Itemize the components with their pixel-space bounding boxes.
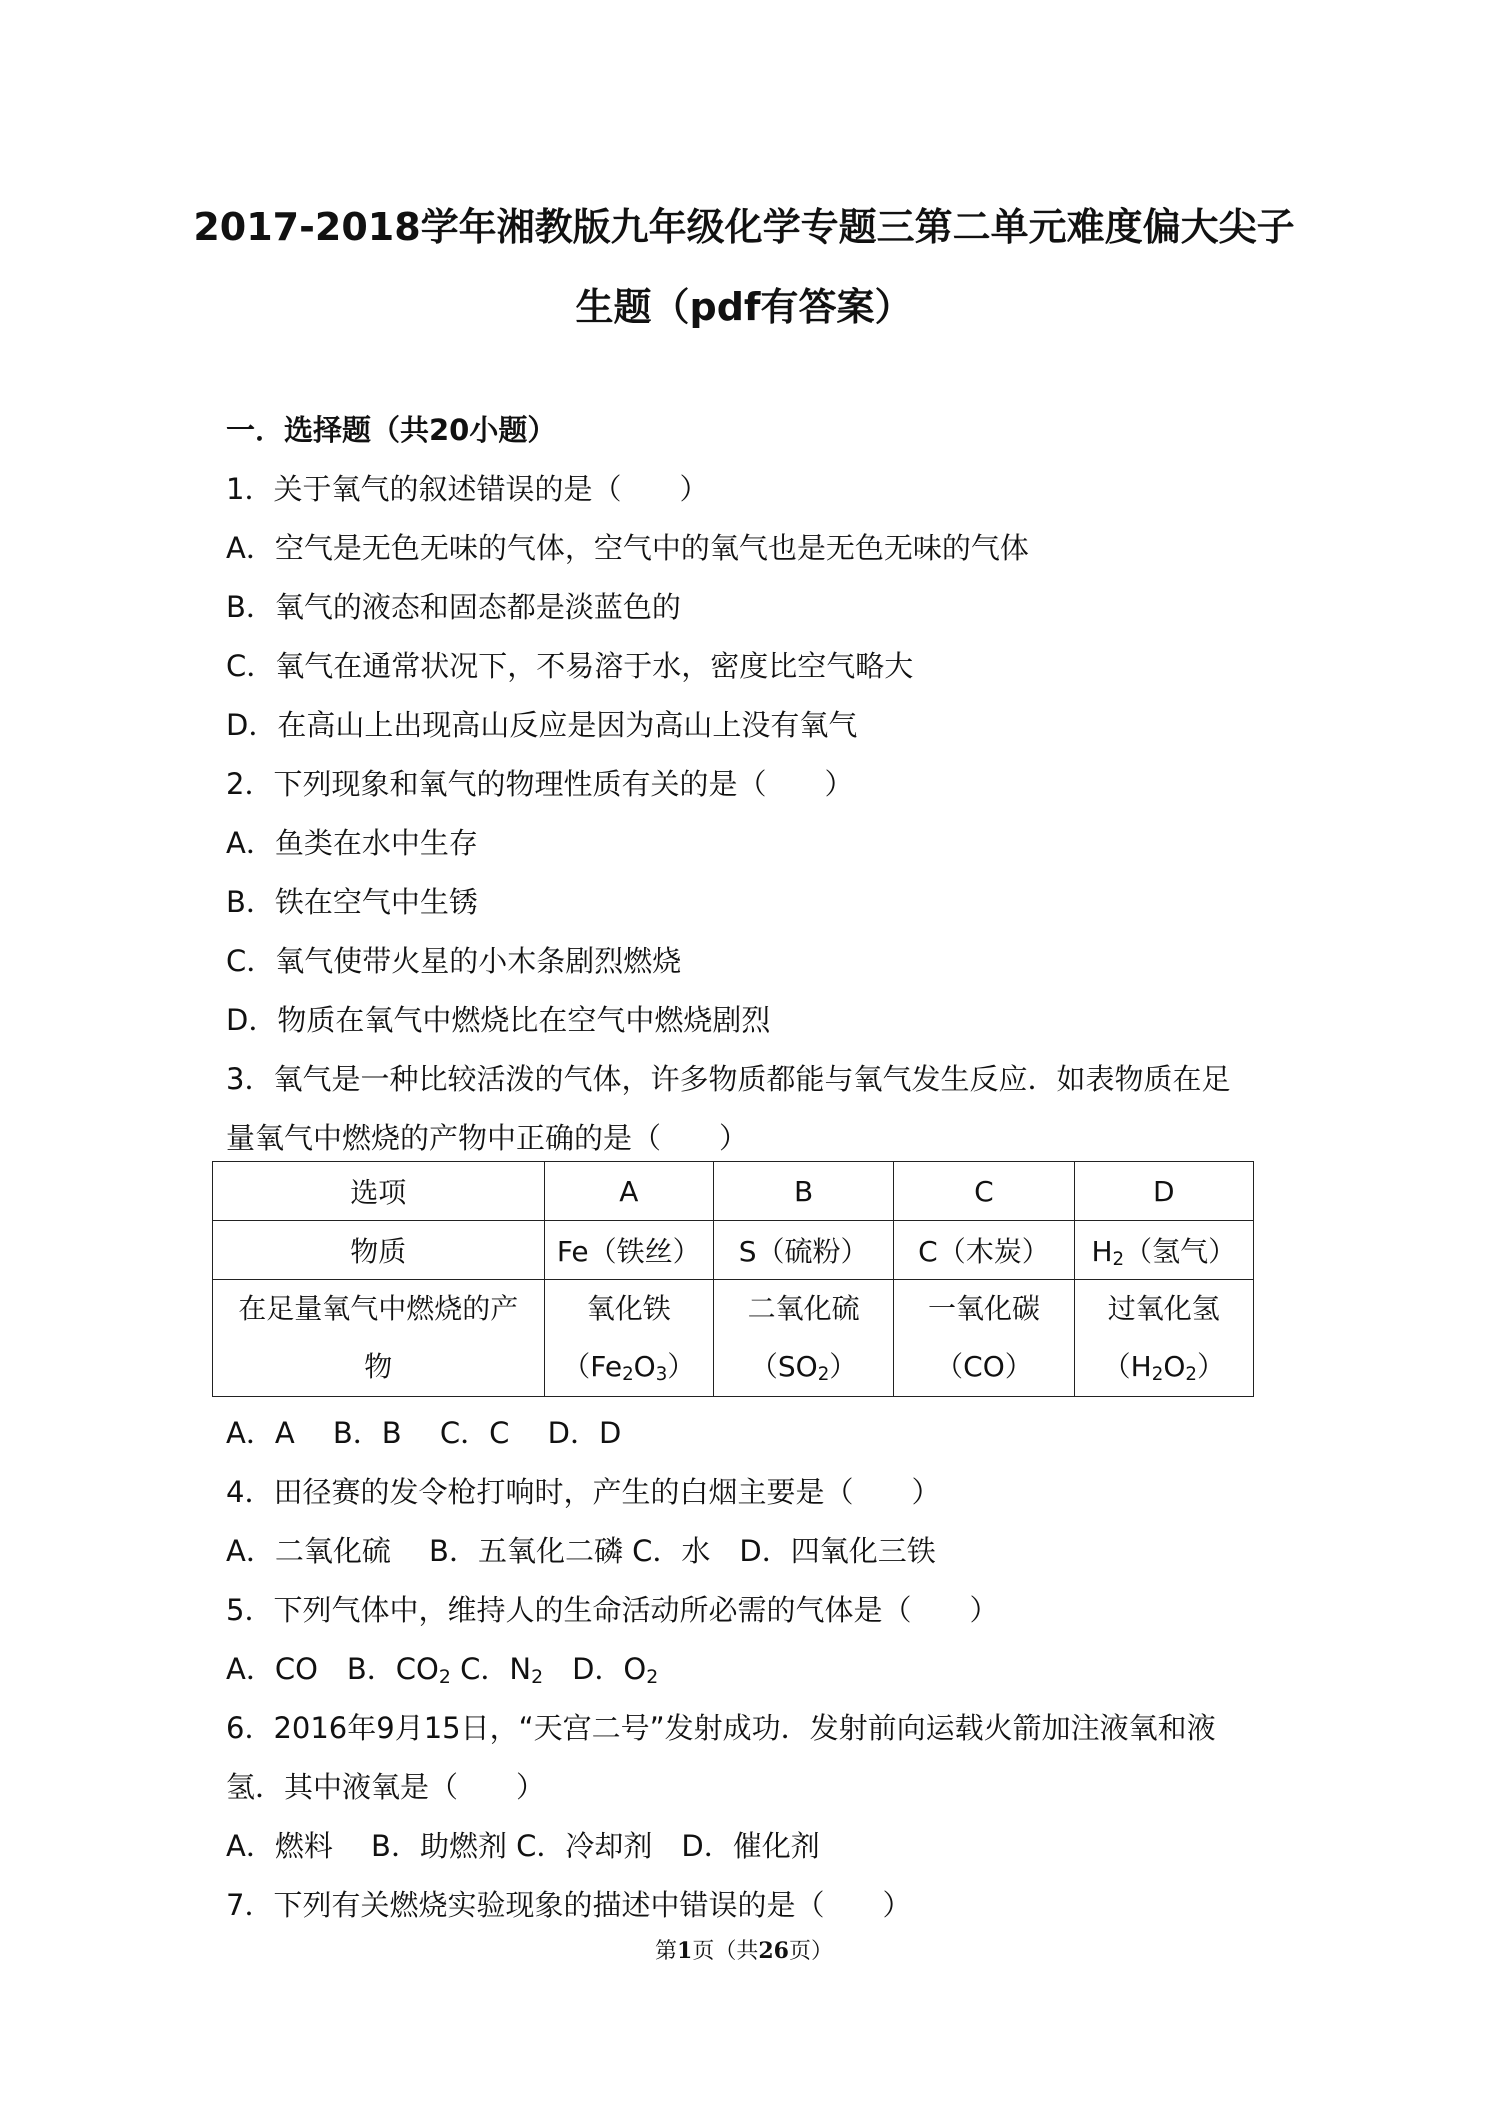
- document-title-line1: 2017-2018学年湘教版九年级化学专题三第二单元难度偏大尖子: [193, 205, 1295, 249]
- table-cell-product-c: 一氧化碳 （CO）: [894, 1280, 1074, 1397]
- document-title-line2: 生题（pdf有答案）: [575, 285, 913, 329]
- question-1-option-d: D．在高山上出现高山反应是因为高山上没有氧气: [226, 708, 858, 742]
- table-header-cell: A: [544, 1162, 713, 1221]
- question-2-stem: 2．下列现象和氧气的物理性质有关的是（ ）: [226, 767, 854, 801]
- question-7-stem: 7．下列有关燃烧实验现象的描述中错误的是（ ）: [226, 1888, 912, 1922]
- table-cell-substance-b: S（硫粉）: [713, 1221, 893, 1280]
- table-cell-substance-d: $H_2$（氢气）: [1074, 1221, 1253, 1280]
- table-cell-product-d: 过氧化氢 $(H_2O_2)$: [1074, 1280, 1253, 1397]
- question-3-stem-line1: 3．氧气是一种比较活泼的气体，许多物质都能与氧气发生反应．如表物质在足: [226, 1062, 1231, 1096]
- question-6-stem-line2: 氢．其中液氧是（ ）: [226, 1770, 546, 1804]
- question-1-option-a: A．空气是无色无味的气体，空气中的氧气也是无色无味的气体: [226, 531, 1029, 565]
- question-6-options: A．燃料 B．助燃剂 C．冷却剂 D．催化剂: [226, 1829, 820, 1863]
- table-cell-substance-c: C（木炭）: [894, 1221, 1074, 1280]
- question-2-option-c: C．氧气使带火星的小木条剧烈燃烧: [226, 944, 682, 978]
- table-row-label: 在足量氧气中燃烧的产 物: [213, 1280, 545, 1397]
- question-1-option-c: C．氧气在通常状况下，不易溶于水，密度比空气略大: [226, 649, 914, 683]
- table-row-product: [213, 1280, 1254, 1397]
- table-row-substance: [213, 1221, 1254, 1280]
- question-5-options: A．CO B．$CO_2$ C．$N_2$ D．$O_2$: [226, 1652, 659, 1689]
- question-6-stem-line1: 6．2016年9月15日，“天宫二号”发射成功．发射前向运载火箭加注液氧和液: [226, 1711, 1216, 1745]
- table-header-row: [213, 1162, 1254, 1221]
- page-footer: 第1页（共26页）: [655, 1938, 833, 1964]
- question-1-option-b: B．氧气的液态和固态都是淡蓝色的: [226, 590, 681, 624]
- question-3-table: [212, 1161, 1254, 1397]
- question-1-stem: 1．关于氧气的叙述错误的是（ ）: [226, 472, 709, 506]
- question-3-stem-line2: 量氧气中燃烧的产物中正确的是（ ）: [226, 1121, 749, 1155]
- table-header-cell: 选项: [213, 1162, 545, 1221]
- question-3-options: A．A B．B C．C D．D: [226, 1416, 622, 1450]
- section-heading: 一．选择题（共20小题）: [226, 413, 557, 447]
- question-2-option-b: B．铁在空气中生锈: [226, 885, 478, 919]
- table-header-cell: C: [894, 1162, 1074, 1221]
- table-row-label: 物质: [213, 1221, 545, 1280]
- question-5-stem: 5．下列气体中，维持人的生命活动所必需的气体是（ ）: [226, 1593, 999, 1627]
- question-2-option-d: D．物质在氧气中燃烧比在空气中燃烧剧烈: [226, 1003, 771, 1037]
- table-header-cell: B: [713, 1162, 893, 1221]
- table-cell-substance-a: Fe（铁丝）: [544, 1221, 713, 1280]
- table-cell-product-a: 氧化铁 $(Fe_2O_3)$: [544, 1280, 713, 1397]
- question-4-options: A．二氧化硫 B．五氧化二磷 C．水 D．四氧化三铁: [226, 1534, 936, 1568]
- question-4-stem: 4．田径赛的发令枪打响时，产生的白烟主要是（ ）: [226, 1475, 941, 1509]
- table-cell-product-b: 二氧化硫 $(SO_2)$: [713, 1280, 893, 1397]
- table-header-cell: D: [1074, 1162, 1253, 1221]
- question-2-option-a: A．鱼类在水中生存: [226, 826, 478, 860]
